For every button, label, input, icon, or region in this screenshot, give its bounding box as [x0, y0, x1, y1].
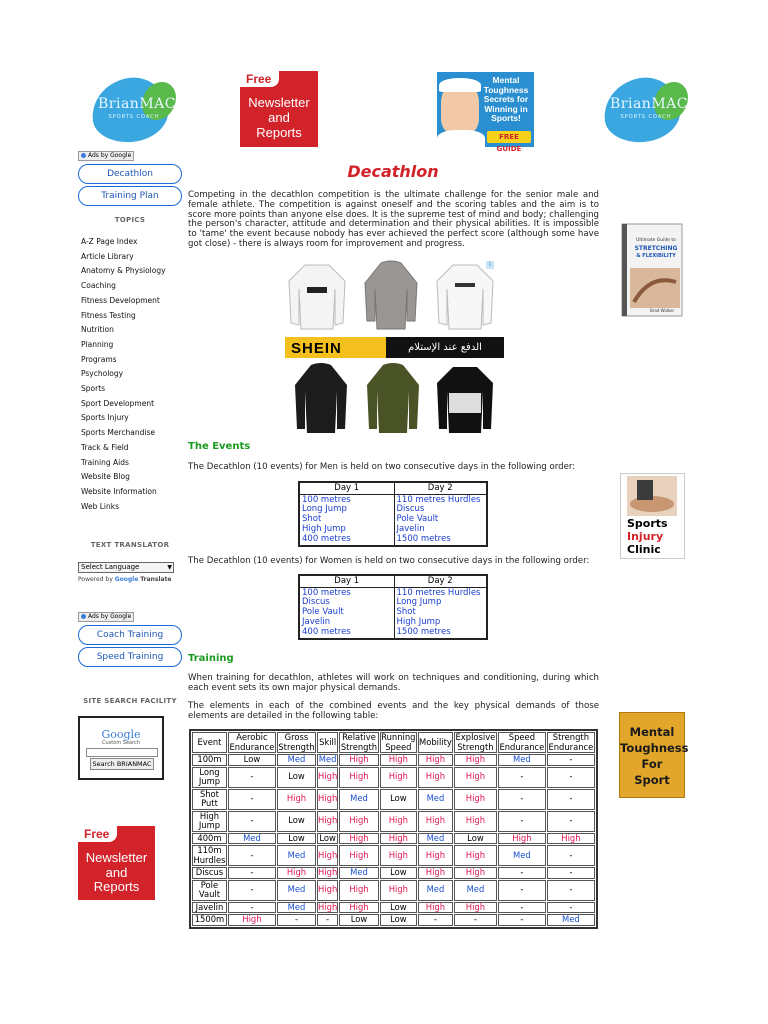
banner-line-1: Newsletter [248, 95, 310, 110]
event-name-cell: Pole Vault [192, 880, 227, 901]
schedule-event: Shot [396, 607, 416, 618]
demand-cell: High [317, 767, 338, 788]
page-title: Decathlon [347, 162, 439, 181]
schedule-event: High Jump [396, 616, 441, 627]
demand-cell: Med [418, 833, 453, 845]
demand-cell: High [380, 811, 417, 832]
banner-line-3: Reports [256, 125, 302, 140]
event-name-cell: Javelin [192, 902, 227, 914]
demands-column-header: Aerobic Endurance [229, 732, 275, 752]
table-row [192, 845, 595, 866]
women-schedule-table [298, 574, 488, 640]
schedule-event: Discus [396, 504, 425, 515]
schedule-event: Shot [302, 514, 322, 525]
demand-cell: Med [454, 880, 497, 901]
brianmac-logo-right[interactable] [598, 78, 688, 148]
table-row [192, 833, 595, 845]
event-name-cell: Shot Putt [192, 789, 227, 810]
sidebar-topic-link[interactable]: Fitness Testing [81, 310, 136, 320]
demand-cell: High [418, 867, 453, 879]
demand-cell: High [339, 754, 378, 766]
demand-cell: - [498, 902, 546, 914]
free-tag: Free [240, 71, 279, 87]
demand-cell: - [547, 902, 595, 914]
demand-cell: - [547, 754, 595, 766]
sidebar-link-coach-training[interactable]: Coach Training [78, 625, 182, 645]
demand-cell: High [454, 902, 497, 914]
chevron-down-icon: ▼ [167, 564, 172, 571]
demand-cell: High [418, 845, 453, 866]
table-row [192, 767, 595, 788]
sidebar-topic-link[interactable]: Nutrition [81, 325, 114, 335]
sidebar-topic-link[interactable]: Web Links [81, 501, 120, 511]
women-day1-cell [299, 587, 394, 639]
men-day1-cell [299, 494, 394, 546]
sidebar-topic-link[interactable]: Sports Injury [81, 413, 129, 423]
language-select[interactable]: Select Language ▼ [78, 562, 174, 573]
demands-column-header: Skill [317, 732, 338, 753]
demand-cell: - [498, 914, 546, 926]
book-line-2: STRETCHING [634, 245, 678, 252]
google-word: Google [114, 576, 139, 583]
training-paragraph-2: The elements in each of the combined events and the key physical demands of those elements are detailed in the following table: [188, 701, 599, 721]
schedule-event: Pole Vault [302, 607, 344, 618]
schedule-event: 100 metres [302, 494, 351, 505]
white-sweatshirt-image [287, 261, 347, 331]
event-name-cell: 110m Hurdles [193, 845, 226, 865]
text-translator-heading: TEXT TRANSLATOR [90, 541, 170, 549]
search-button[interactable]: Search BRIANMAC [90, 758, 154, 770]
demands-column-header: Event [192, 732, 227, 753]
mental-toughness-ad[interactable] [437, 72, 534, 153]
men-schedule-table [298, 481, 488, 547]
mtfs-line-4: Sport [634, 773, 670, 787]
sidebar-topic-link[interactable]: Training Aids [81, 457, 129, 467]
demand-cell: - [228, 902, 276, 914]
search-input[interactable] [86, 748, 158, 757]
sidebar-link-training-plan[interactable]: Training Plan [78, 186, 182, 206]
men-intro: The Decathlon (10 events) for Men is held on two consecutive days in the following order: [188, 462, 576, 472]
banner-line-2: and [105, 865, 128, 880]
table-row [192, 789, 595, 810]
sidebar-topic-link[interactable]: Website Blog [81, 472, 130, 482]
demand-cell: Low [317, 833, 338, 845]
sidebar-topic-link[interactable]: Sport Development [81, 398, 155, 408]
demand-cell: High [498, 833, 546, 845]
schedule-event: Discus [302, 597, 330, 608]
demand-cell: High [339, 833, 378, 845]
demand-cell: High [317, 880, 338, 901]
demand-cell: Med [418, 880, 453, 901]
sidebar-link-decathlon[interactable]: Decathlon [78, 164, 182, 184]
sports-injury-clinic-ad[interactable] [620, 473, 685, 559]
table-row [192, 867, 595, 879]
demand-cell: High [454, 845, 497, 866]
demand-cell: - [547, 880, 595, 901]
ads-by-google-label[interactable]: Ads by Google [78, 151, 134, 161]
demand-cell: - [317, 914, 338, 926]
sidebar-topic-link[interactable]: Sports Merchandise [81, 428, 156, 438]
demand-cell: High [318, 901, 338, 912]
demand-cell: High [339, 845, 378, 866]
adchoices-icon [81, 614, 86, 619]
demand-cell: - [454, 914, 497, 926]
demands-column-header: Mobility [418, 732, 453, 753]
demand-cell: High [277, 867, 316, 879]
schedule-event: 110 metres Hurdles [396, 587, 481, 598]
schedule-event: 1500 metres [396, 626, 451, 637]
demand-cell: - [228, 789, 276, 810]
demand-cell: - [547, 867, 595, 879]
sidebar-topic-link[interactable]: Anatomy & Physiology [81, 266, 166, 276]
demand-cell: High [454, 811, 497, 832]
demand-cell: - [547, 845, 595, 866]
free-newsletter-banner-bottom[interactable] [78, 826, 155, 900]
shein-banner [285, 337, 504, 358]
sidebar-topic-link[interactable]: Psychology [81, 369, 124, 379]
demand-cell: Med [277, 902, 316, 914]
topics-heading: TOPICS [114, 216, 146, 224]
demand-cell: High [317, 789, 338, 810]
demand-cell: Low [228, 754, 276, 766]
demand-cell: Low [454, 833, 497, 845]
stretching-book-ad[interactable] [620, 222, 684, 318]
clinic-line-3: Clinic [627, 543, 661, 556]
logo-text: BrianMAC [610, 96, 688, 112]
athlete-body-image [437, 130, 485, 150]
demand-cell: High [380, 754, 417, 766]
banner-line-1: Newsletter [85, 850, 148, 865]
demands-column-header: Speed Endurance [499, 732, 545, 752]
demand-cell: High [380, 845, 417, 866]
demand-cell: - [277, 914, 316, 926]
adchoices-icon[interactable]: i [486, 261, 494, 269]
demand-cell: High [317, 811, 338, 832]
olive-hoodie-image [363, 363, 423, 433]
banner-line-3: Reports [93, 879, 140, 894]
mental-toughness-for-sport-ad[interactable] [619, 712, 689, 798]
demand-cell: - [498, 767, 546, 788]
shein-brand: SHEIN [291, 340, 342, 357]
demand-cell: High [339, 767, 378, 788]
demand-cell: - [498, 867, 546, 879]
sidebar-topic-link[interactable]: Planning [81, 339, 114, 349]
table-row [192, 902, 595, 914]
schedule-event: 100 metres [302, 587, 351, 598]
demand-cell: High [277, 789, 316, 810]
book-line-3: & FLEXIBILITY [636, 253, 676, 259]
demand-cell: High [418, 767, 453, 788]
demand-cell: Med [277, 754, 316, 766]
shein-arabic-text: الدفع عند الإستلام [386, 337, 504, 358]
logo-text: BrianMAC [98, 96, 176, 112]
sidebar-link-speed-training[interactable]: Speed Training [78, 647, 182, 667]
schedule-event: 110 metres Hurdles [396, 494, 481, 505]
demand-cell: Low [277, 833, 316, 845]
demand-cell: Low [277, 811, 316, 832]
demand-cell: - [418, 914, 453, 926]
demand-cell: - [547, 767, 595, 788]
demand-cell: Med [418, 789, 453, 810]
table-row [192, 914, 595, 926]
demand-cell: - [547, 811, 595, 832]
white-sweatshirt-2-image [435, 261, 495, 331]
grey-hoodie-image [361, 261, 421, 331]
demands-column-header: Running Speed [381, 732, 416, 752]
demand-cell: Med [498, 754, 546, 766]
site-search-heading: SITE SEARCH FACILITY [83, 697, 177, 705]
sidebar-topic-link[interactable]: Article Library [81, 251, 134, 261]
schedule-event: Javelin [302, 616, 331, 627]
intro-paragraph: Competing in the decathlon competition is the ultimate challenge for the senior male and female athlete. The competition is against oneself and the scoring tables and the aim is to score more points than anyone else does. It is the supreme test of mind and body; challenging the person's character, attitude and determination and their physical abilities. It is impossible to 'tame' the event because nobody has ever achieved the perfect score (although some have got close) - there is always room for improvement and progress. [188, 190, 599, 249]
demand-cell: Med [547, 914, 595, 926]
physical-demands-table [189, 729, 598, 929]
table-row [192, 754, 595, 766]
schedule-event: 1500 metres [396, 533, 451, 544]
demand-cell: - [498, 789, 546, 810]
free-newsletter-banner-top[interactable] [240, 71, 318, 147]
table-row [192, 811, 595, 832]
demand-cell: Med [228, 833, 276, 845]
event-name-cell: High Jump [192, 811, 227, 832]
book-cover-image [620, 222, 684, 318]
demand-cell: Low [380, 867, 417, 879]
demand-cell: High [228, 914, 276, 926]
free-guide-badge: FREE GUIDE [487, 131, 531, 143]
demand-cell: High [380, 833, 417, 845]
schedule-event: Javelin [396, 523, 425, 534]
demand-cell: High [418, 754, 453, 766]
table-header: Day 2 [394, 575, 487, 587]
schedule-event: 400 metres [302, 533, 351, 544]
women-day2-cell [394, 587, 487, 639]
demand-cell: High [454, 767, 497, 788]
demand-cell: Med [339, 789, 378, 810]
mtfs-line-2: Toughness [620, 741, 689, 755]
ads-by-google-label-2[interactable]: Ads by Google [78, 612, 134, 622]
demand-cell: - [228, 845, 276, 866]
demand-cell: Med [339, 867, 378, 879]
google-logo: Google [101, 728, 141, 741]
clinic-line-1: Sports [627, 517, 668, 530]
schedule-event: Long Jump [302, 504, 347, 515]
demand-cell: Med [277, 845, 316, 866]
massage-photo-image [627, 476, 677, 516]
table-header: Day 1 [299, 482, 394, 494]
women-intro: The Decathlon (10 events) for Women is held on two consecutive days in the following order: [188, 556, 590, 566]
mtfs-line-3: For [641, 757, 663, 771]
demand-cell: Low [380, 914, 417, 926]
ad-headline: Mental Toughness Secrets for Winning in Sports! [483, 75, 529, 123]
demand-cell: High [454, 867, 497, 879]
clinic-line-2: Injury [627, 530, 664, 543]
demand-cell: - [228, 867, 276, 879]
colorblock-sweatshirt-image [435, 363, 495, 433]
demand-cell: Med [277, 880, 316, 901]
schedule-event: Long Jump [396, 597, 442, 608]
demand-cell: - [228, 811, 276, 832]
free-tag: Free [78, 826, 117, 842]
demand-cell: Low [380, 902, 417, 914]
logo-subtext: SPORTS COACH [620, 114, 672, 120]
demand-cell: High [454, 754, 497, 766]
demand-cell: High [317, 845, 338, 866]
demand-cell: High [380, 767, 417, 788]
demand-cell: High [339, 880, 378, 901]
demand-cell: High [339, 902, 378, 914]
demands-column-header: Strength Endurance [548, 732, 594, 752]
sidebar-topic-link[interactable]: Track & Field [81, 442, 129, 452]
book-line-1: Ultimate Guide to [636, 238, 676, 243]
events-heading: The Events [188, 441, 251, 452]
demand-cell: High [454, 789, 497, 810]
mtfs-line-1: Mental [629, 725, 675, 739]
translate-word: Translate [140, 576, 172, 583]
demand-cell: Low [339, 914, 378, 926]
event-name-cell: 100m [192, 754, 227, 766]
event-name-cell: 400m [192, 833, 227, 845]
demand-cell: Low [380, 789, 417, 810]
adchoices-icon [81, 153, 86, 158]
demands-column-header: Gross Strength [278, 732, 315, 752]
sidebar-topic-link[interactable]: Programs [81, 354, 117, 364]
table-header: Day 2 [394, 482, 487, 494]
demand-cell: Med [498, 845, 546, 866]
demand-cell: - [228, 767, 276, 788]
demands-column-header: Relative Strength [340, 732, 378, 752]
sidebar-topic-link[interactable]: A-Z Page Index [81, 237, 138, 246]
demand-cell: High [547, 833, 595, 845]
schedule-event: Pole Vault [396, 514, 439, 525]
sidebar-topic-link[interactable]: Coaching [81, 281, 116, 291]
demand-cell: High [318, 867, 338, 877]
men-day2-cell [394, 494, 487, 546]
demand-cell: Low [277, 767, 316, 788]
athlete-visor-image [439, 78, 481, 92]
table-header: Day 1 [299, 575, 394, 587]
logo-subtext: SPORTS COACH [108, 114, 160, 120]
demand-cell: - [547, 789, 595, 810]
event-name-cell: 1500m [192, 914, 227, 926]
demand-cell: High [339, 811, 378, 832]
sidebar-topic-link[interactable]: Fitness Development [81, 295, 160, 305]
schedule-event: 400 metres [302, 626, 351, 637]
table-row [192, 880, 595, 901]
demand-cell: High [418, 902, 453, 914]
demand-cell: High [418, 811, 453, 832]
sidebar-topic-link[interactable]: Sports [81, 384, 106, 393]
demand-cell: - [228, 880, 276, 901]
schedule-event: High Jump [302, 523, 346, 534]
custom-search-label: Custom Search [102, 740, 140, 746]
brianmac-logo-left[interactable] [86, 78, 176, 148]
training-heading: Training [188, 653, 234, 664]
banner-line-2: and [268, 110, 290, 125]
demand-cell: Med [318, 754, 337, 764]
demand-cell: - [498, 811, 546, 832]
training-paragraph-1: When training for decathlon, athletes will work on techniques and conditioning, during which each event sets its own major physical demands. [188, 673, 599, 693]
demands-column-header: Explosive Strength [455, 732, 496, 752]
demand-cell: High [380, 880, 417, 901]
book-author: Brad Walker [650, 308, 675, 313]
powered-by-google-translate[interactable]: Powered by Google Translate [78, 576, 172, 583]
demand-cell: - [498, 880, 546, 901]
sidebar-topic-link[interactable]: Website Information [81, 486, 157, 496]
black-hoodie-image [291, 363, 351, 433]
site-search-box [78, 716, 164, 780]
event-name-cell: Discus [192, 867, 227, 879]
shein-advert[interactable] [285, 261, 495, 436]
event-name-cell: Long Jump [192, 767, 227, 788]
